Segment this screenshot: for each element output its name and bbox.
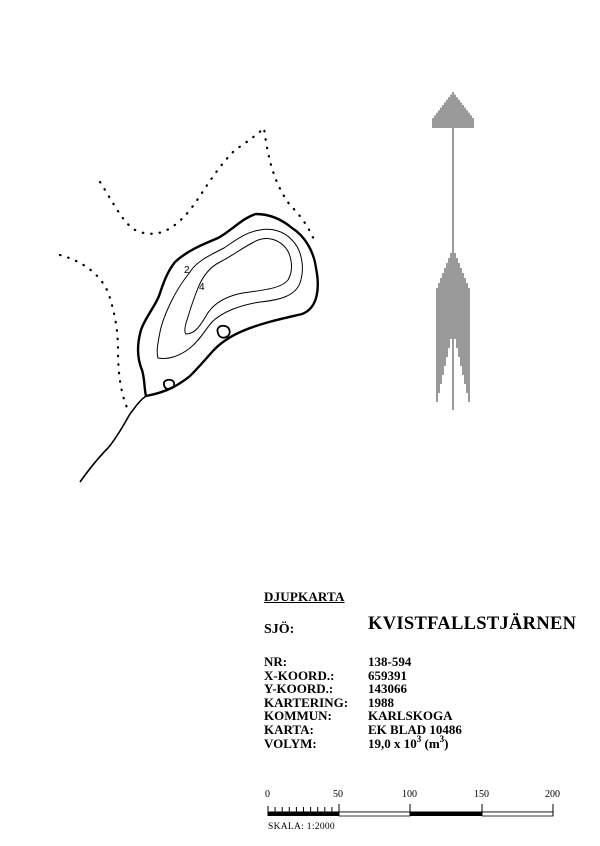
volume-unit-close: )	[444, 736, 449, 751]
scale-bar	[268, 804, 553, 816]
info-row-x	[264, 669, 462, 683]
volume-mantissa: 19,0	[368, 736, 391, 751]
dotted-boundary-east	[100, 128, 316, 245]
info-value: KARLSKOGA	[368, 708, 453, 723]
volume-unit-open: (m	[424, 736, 440, 751]
info-key: KARTERING:	[264, 694, 349, 710]
info-value: 659391	[368, 667, 407, 683]
info-row-kommun	[264, 709, 462, 723]
info-rows	[264, 655, 462, 751]
volume-exponent: 3	[416, 733, 422, 744]
depth-label-2: 2	[184, 265, 190, 276]
info-key: Y-KOORD.:	[264, 681, 334, 696]
info-key: NR:	[264, 654, 288, 669]
island-south	[164, 380, 174, 389]
lake-label: SJÖ:	[264, 622, 295, 637]
shoreline	[138, 214, 318, 396]
scale-label-50: 50	[333, 789, 343, 800]
map-heading: DJUPKARTA	[264, 589, 345, 604]
scale-label-100: 100	[402, 789, 417, 800]
info-key: KOMMUN:	[264, 708, 332, 723]
scale-label-150: 150	[474, 789, 489, 800]
volume-unit-exponent: 3	[439, 733, 445, 744]
north-arrow-icon	[433, 92, 473, 410]
info-value: 138-594	[368, 654, 412, 669]
scale-text: SKALA: 1:2000	[268, 822, 335, 832]
info-key: KARTA:	[264, 721, 314, 737]
dotted-boundary-west	[60, 255, 128, 410]
info-row-y	[264, 682, 462, 696]
scale-label-200: 200	[545, 789, 560, 800]
info-key: VOLYM:	[264, 736, 317, 751]
depth-label-4: 4	[199, 282, 205, 293]
info-row-kartering	[264, 696, 462, 710]
lake-name: KVISTFALLSTJÄRNEN	[368, 614, 577, 634]
info-value: 143066	[368, 681, 407, 696]
volume-times: x 10	[394, 736, 417, 751]
info-row-karta	[264, 723, 462, 737]
depth-contour-2m	[157, 229, 302, 358]
info-value: 1988	[368, 694, 394, 710]
info-row-volym	[264, 733, 462, 751]
info-key: X-KOORD.:	[264, 667, 335, 683]
volume-value	[368, 733, 449, 751]
island-east	[217, 326, 229, 338]
info-value: EK BLAD 10486	[368, 721, 462, 737]
scale-label-0: 0	[265, 789, 270, 800]
outlet-stream	[80, 396, 146, 482]
info-row-nr	[264, 655, 462, 669]
